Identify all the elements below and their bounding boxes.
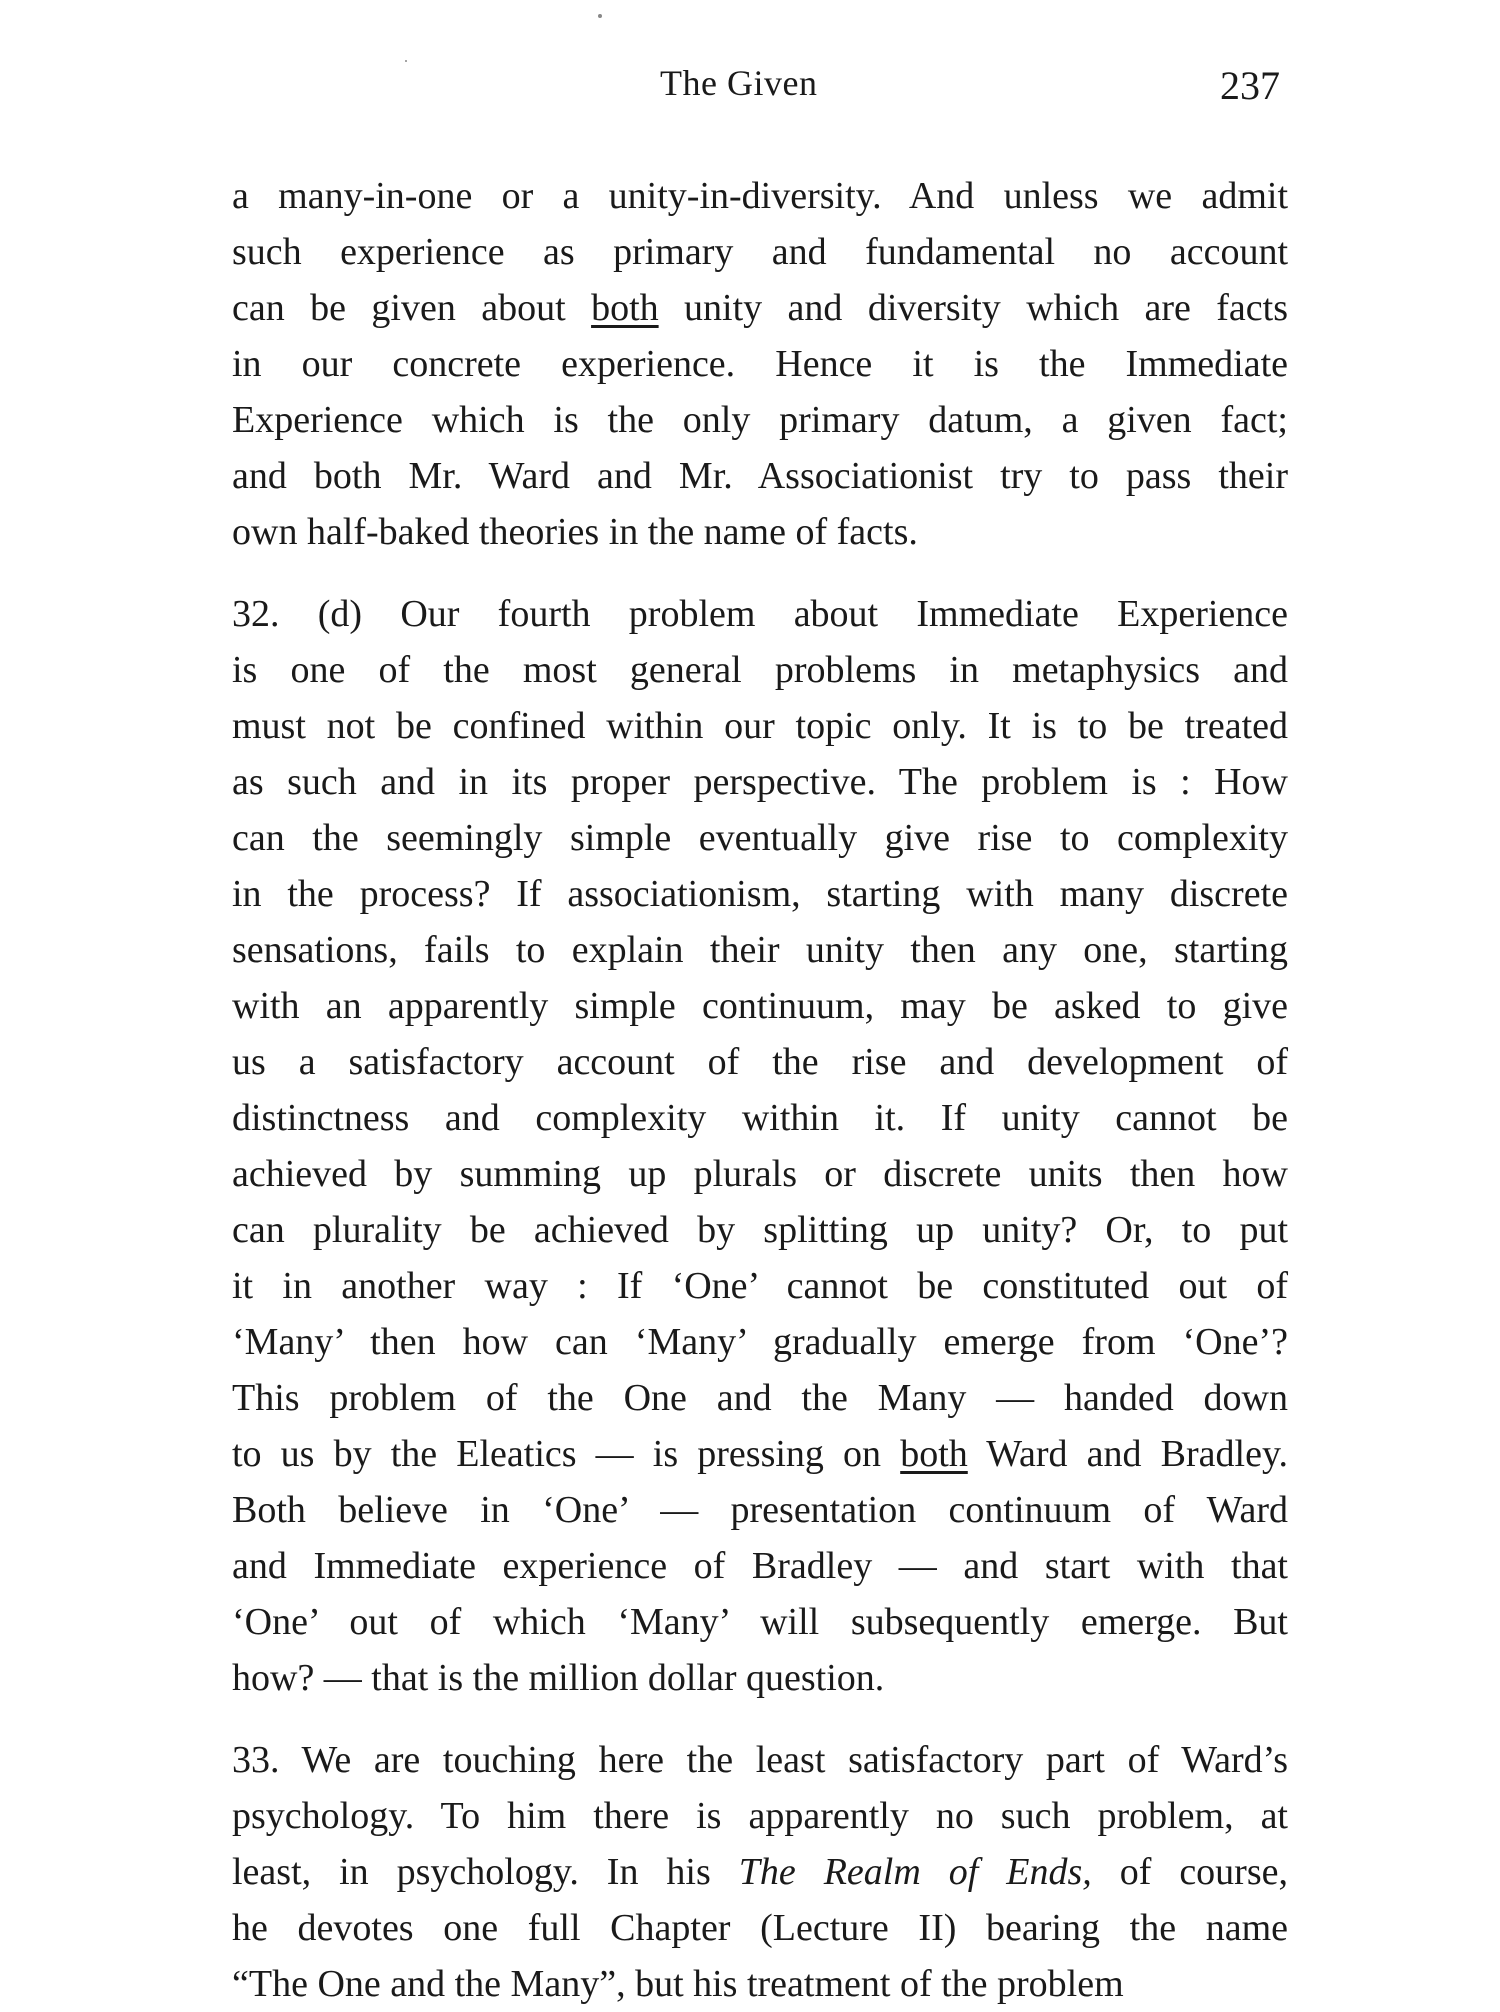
running-header [230,62,1290,122]
paragraph-2 [232,586,1288,1706]
text-line: must not be confined within our topic only. It is to be treated [232,705,1288,747]
text-line: 33. We are touching here the least satisfactory part of Ward’s [232,1739,1288,1781]
text-line: and both Mr. Ward and Mr. Associationist try to pass their [232,455,1288,497]
text-line: “The One and the Many”, but his treatment of the problem [232,1963,1124,2005]
text-line: us a satisfactory account of the rise and development of [232,1041,1288,1083]
italic-book-title: The Realm of Ends, [738,1851,1092,1893]
text-line: is one of the most general problems in metaphysics and [232,649,1288,691]
text-line: achieved by summing up plurals or discrete units then how [232,1153,1288,1195]
text-line: distinctness and complexity within it. If unity cannot be [232,1097,1288,1139]
text-line: with an apparently simple continuum, may be asked to give [232,985,1288,1027]
running-title: The Given [660,63,818,103]
text-line: such experience as primary and fundamental no account [232,231,1288,273]
text-segment: Ward and Bradley. [967,1433,1288,1475]
text-segment: of course, [1091,1851,1288,1893]
underlined-emphasis: both [591,287,659,329]
text-line: This problem of the One and the Many — handed down [232,1377,1288,1419]
text-line: ‘One’ out of which ‘Many’ will subsequently emerge. But [232,1601,1288,1643]
body-text [232,168,1288,2012]
page-number: 237 [1220,63,1280,108]
text-line [232,1844,1288,1900]
text-segment: can be given about [232,287,592,329]
text-line: in our concrete experience. Hence it is the Immediate [232,343,1288,385]
paragraph-gap [232,1706,1288,1732]
text-line [232,280,1288,336]
text-segment: to us by the Eleatics — is pressing on [232,1433,901,1475]
text-line: as such and in its proper perspective. The problem is : How [232,761,1288,803]
text-line: a many-in-one or a unity-in-diversity. And unless we admit [232,175,1288,217]
paragraph-3 [232,1732,1288,2012]
text-segment: unity and diversity which are facts [658,287,1288,329]
paragraph-gap [232,560,1288,586]
text-line: can the seemingly simple eventually give rise to complexity [232,817,1288,859]
text-line: it in another way : If ‘One’ cannot be constituted out of [232,1265,1288,1307]
text-line: own half-baked theories in the name of facts. [232,511,918,553]
text-line: how? — that is the million dollar question. [232,1657,885,1699]
text-line [232,1426,1288,1482]
text-line: and Immediate experience of Bradley — and start with that [232,1545,1288,1587]
text-line: psychology. To him there is apparently no such problem, at [232,1795,1288,1837]
text-line: ‘Many’ then how can ‘Many’ gradually emerge from ‘One’? [232,1321,1288,1363]
print-speck [598,14,602,18]
underlined-emphasis: both [900,1433,968,1475]
text-line: sensations, fails to explain their unity then any one, starting [232,929,1288,971]
text-line: Experience which is the only primary datum, a given fact; [232,399,1288,441]
text-segment: least, in psychology. In his [232,1851,739,1893]
text-line: he devotes one full Chapter (Lecture II) bearing the name [232,1907,1288,1949]
paragraph-1 [232,168,1288,560]
text-line: can plurality be achieved by splitting up unity? Or, to put [232,1209,1288,1251]
text-line: 32. (d) Our fourth problem about Immediate Experience [232,593,1288,635]
text-line: in the process? If associationism, starting with many discrete [232,873,1288,915]
text-line: Both believe in ‘One’ — presentation continuum of Ward [232,1489,1288,1531]
